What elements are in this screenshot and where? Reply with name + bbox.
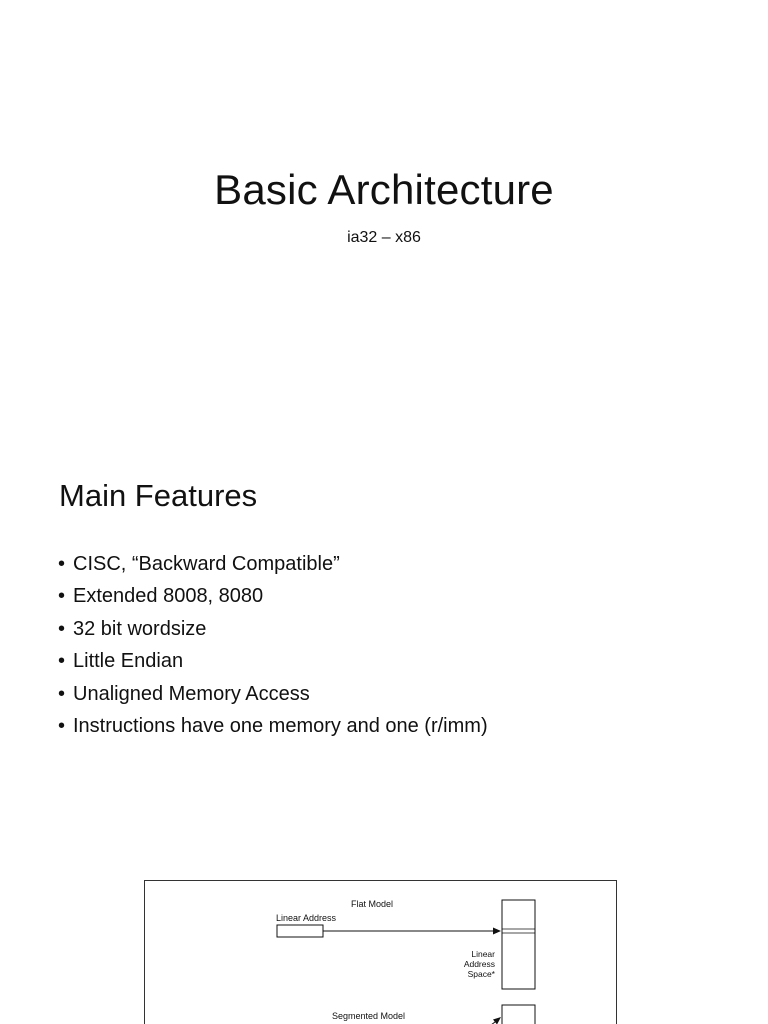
list-item <box>58 710 488 742</box>
list-item <box>58 678 488 710</box>
flat-model-label: Flat Model <box>351 899 394 909</box>
segmented-model-label: Segmented Model <box>332 1011 406 1021</box>
list-item-text: 32 bit wordsize <box>73 617 207 640</box>
list-item-text: CISC, “Backward Compatible” <box>73 553 340 575</box>
space-label-line2: Address <box>463 959 495 969</box>
space-label-line1: Linear <box>471 949 495 959</box>
features-list <box>58 548 488 742</box>
list-item <box>58 580 488 612</box>
memory-model-diagram <box>144 880 617 1024</box>
linear-address-space-box <box>502 900 535 989</box>
list-item <box>58 645 488 677</box>
list-item <box>58 613 488 645</box>
segment-space-box <box>502 1005 535 1024</box>
arrow-head-icon <box>493 928 501 935</box>
features-heading: Main Features <box>59 478 258 513</box>
bullet-icon: • <box>58 682 66 705</box>
memory-model-slide <box>0 860 768 1024</box>
linear-address-box <box>277 925 323 937</box>
slide-title: Basic Architecture <box>214 166 554 213</box>
bullet-icon: • <box>58 585 66 608</box>
space-label-line3: Space* <box>467 969 495 979</box>
memory-model-svg <box>145 881 617 1024</box>
features-slide <box>0 440 768 860</box>
bullet-icon: • <box>58 715 66 738</box>
bullet-icon: • <box>58 553 66 575</box>
title-slide <box>0 0 768 440</box>
bullet-icon: • <box>58 650 66 673</box>
list-item-text: Unaligned Memory Access <box>73 682 310 705</box>
list-item-text: Little Endian <box>73 650 184 673</box>
linear-address-label: Linear Address <box>276 913 337 923</box>
list-item-text: Instructions have one memory and one (r/imm) <box>73 715 488 738</box>
list-item <box>58 548 488 580</box>
list-item-text: Extended 8008, 8080 <box>73 585 264 608</box>
bullet-icon: • <box>58 617 66 640</box>
slide-subtitle: ia32 – x86 <box>347 229 421 246</box>
